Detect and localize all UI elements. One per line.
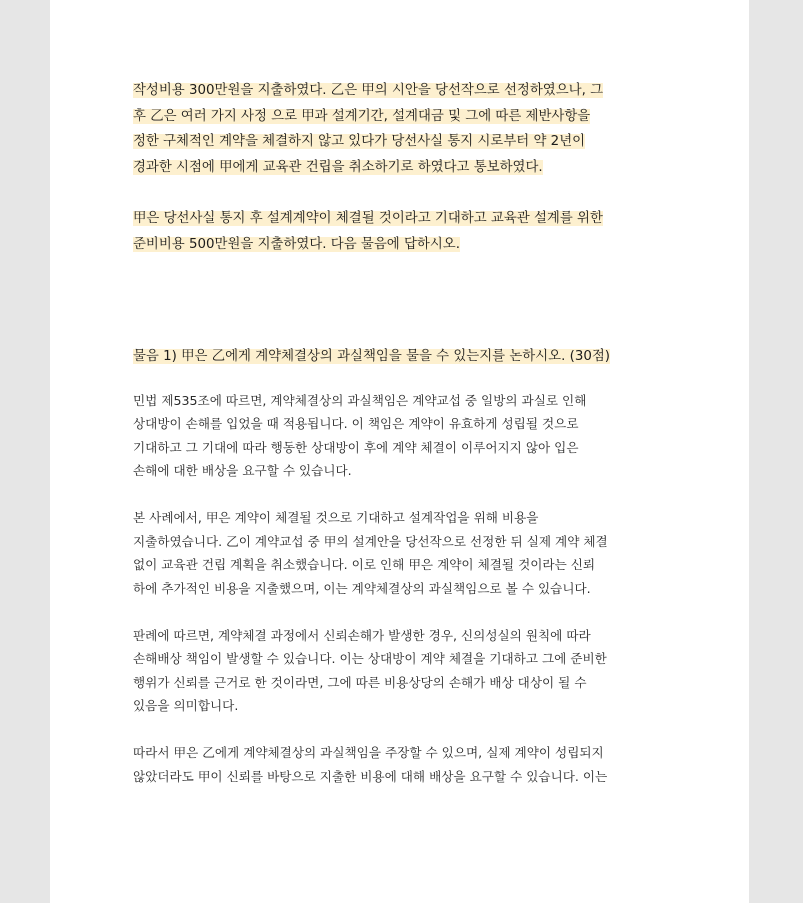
- document-page: [50, 0, 749, 903]
- paragraph-line: 손해에 대한 배상을 요구할 수 있습니다.: [133, 463, 352, 478]
- highlighted-line: 甲은 당선사실 통지 후 설계계약이 체결될 것이라고 기대하고 교육관 설계를 위한: [133, 211, 603, 226]
- highlighted-line: 후 乙은 여러 가지 사정 으로 甲과 설계기간, 설계대금 및 그에 따른 제반사항을: [133, 108, 591, 124]
- paragraph-line: 기대하고 그 기대에 따라 행동한 상대방이 후에 계약 체결이 이루어지지 않아 입은: [133, 439, 579, 455]
- paragraph-line: 손해배상 책임이 발생할 수 있습니다. 이는 상대방이 계약 체결을 기대하고 그에 준비한: [133, 651, 607, 666]
- paragraph-line: 민법 제535조에 따르면, 계약체결상의 과실책임은 계약교섭 중 일방의 과실로 인해: [133, 392, 587, 408]
- highlighted-line: 정한 구체적인 계약을 체결하지 않고 있다가 당선사실 통지 시로부터 약 2년이: [133, 134, 586, 149]
- answer-paragraph-3: [133, 624, 673, 718]
- intro-paragraph-2: [133, 206, 673, 257]
- paragraph-line: 상대방이 손해를 입었을 때 적용됩니다. 이 책임은 계약이 유효하게 성립될 것으로: [133, 416, 579, 431]
- question-heading: [133, 344, 673, 370]
- paragraph-line: 행위가 신뢰를 근거로 한 것이라면, 그에 따른 비용상당의 손해가 배상 대상이 될 수: [133, 674, 587, 690]
- document-content: [133, 78, 673, 788]
- answer-paragraph-1: [133, 389, 673, 483]
- paragraph-line: 본 사례에서, 甲은 계약이 체결될 것으로 기대하고 설계작업을 위해 비용을: [133, 510, 539, 525]
- paragraph-line: 없이 교육관 건립 계획을 취소했습니다. 이로 인해 甲은 계약이 체결될 것이라는 신뢰: [133, 557, 596, 572]
- question-text: 물음 1) 甲은 乙에게 계약체결상의 과실책임을 물을 수 있는지를 논하시오. (30점): [133, 349, 611, 364]
- paragraph-line: 않았더라도 甲이 신뢰를 바탕으로 지출한 비용에 대해 배상을 요구할 수 있습니다. 이는: [133, 768, 608, 784]
- answer-paragraph-4: [133, 741, 673, 788]
- paragraph-line: 따라서 甲은 乙에게 계약체결상의 과실책임을 주장할 수 있으며, 실제 계약이 성립되지: [133, 745, 604, 760]
- paragraph-line: 있음을 의미합니다.: [133, 698, 239, 713]
- paragraph-line: 지출하였습니다. 乙이 계약교섭 중 甲의 설계안을 당선작으로 선정한 뒤 실제 계약 체결: [133, 533, 608, 549]
- highlighted-line: 작성비용 300만원을 지출하였다. 乙은 甲의 시안을 당선작으로 선정하였으나, 그: [133, 83, 604, 98]
- intro-paragraph-1: [133, 78, 673, 180]
- highlighted-line: 준비비용 500만원을 지출하였다. 다음 물음에 답하시오.: [133, 236, 460, 252]
- highlighted-line: 경과한 시점에 甲에게 교육관 건립을 취소하기로 하였다고 통보하였다.: [133, 159, 543, 175]
- answer-paragraph-2: [133, 506, 673, 600]
- paragraph-line: 판례에 따르면, 계약체결 과정에서 신뢰손해가 발생한 경우, 신의성실의 원칙에 따라: [133, 627, 591, 643]
- paragraph-line: 하에 추가적인 비용을 지출했으며, 이는 계약체결상의 과실책임으로 볼 수 있습니다.: [133, 580, 591, 596]
